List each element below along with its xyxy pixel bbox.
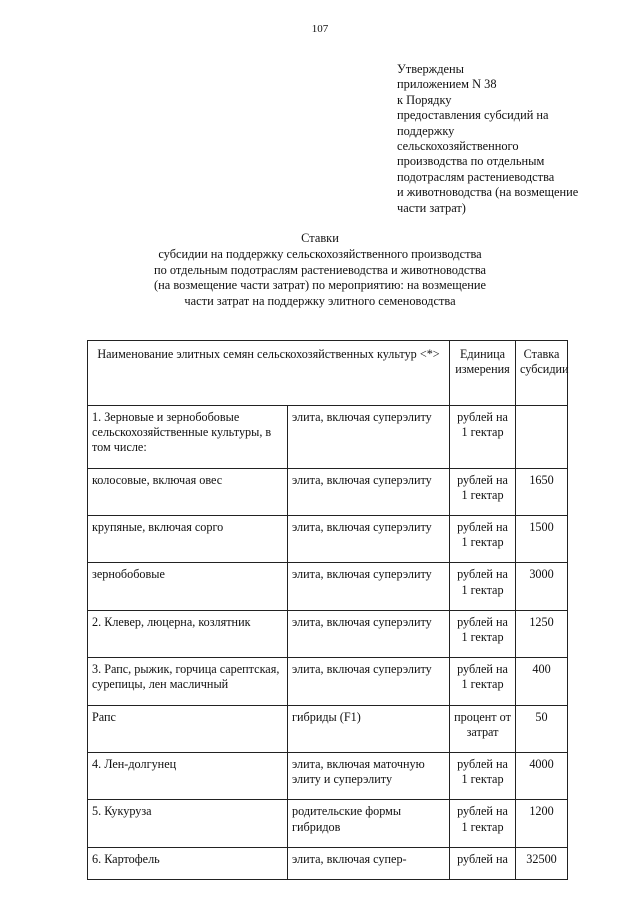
rate-cell: 1500 [516,516,568,563]
header-rate: Ставка субсидии [516,341,568,406]
table-row [88,406,568,469]
unit-cell: рублей на 1 гектар [450,516,516,563]
approval-line: производства по отдельным [397,154,545,169]
rate-cell: 400 [516,658,568,705]
unit-cell: рублей на 1 гектар [450,406,516,469]
title-heading: Ставки [301,231,339,245]
header-unit: Единица измерения [450,341,516,406]
crop-name-cell: 1. Зерновые и зернобобовые сельскохозяйственные культуры, в том числе: [88,406,288,469]
seed-type-cell: элита, включая суперэлиту [288,658,450,705]
rate-cell: 32500 [516,847,568,879]
rate-cell: 4000 [516,753,568,800]
approval-line: Утверждены [397,62,464,76]
table-header-row [88,341,568,406]
crop-name-cell: колосовые, включая овес [88,468,288,515]
rates-table [87,340,568,880]
seed-type-cell: элита, включая суперэлиту [288,516,450,563]
unit-cell: рублей на 1 гектар [450,753,516,800]
rate-cell: 50 [516,705,568,752]
unit-cell: рублей на 1 гектар [450,468,516,515]
title-line: по отдельным подотраслям растениеводства и животноводства [153,262,487,277]
table-row [88,516,568,563]
seed-type-cell: элита, включая суперэлиту [288,406,450,469]
table-row [88,847,568,879]
approval-line: сельскохозяйственного [397,139,519,154]
seed-type-cell: элита, включая супер- [288,847,450,879]
crop-name-cell: Рапс [88,705,288,752]
unit-cell: рублей на 1 гектар [450,610,516,657]
seed-type-cell: родительские формы гибридов [288,800,450,847]
table-row [88,705,568,752]
crop-name-cell: крупяные, включая сорго [88,516,288,563]
title-line: (на возмещение части затрат) по мероприятию: на возмещение [153,278,486,293]
crop-name-cell: зернобобовые [88,563,288,610]
crop-name-cell: 3. Рапс, рыжик, горчица сарептская, сурепицы, лен масличный [88,658,288,705]
unit-cell: рублей на 1 гектар [450,563,516,610]
seed-type-cell: элита, включая суперэлиту [288,563,450,610]
table-row [88,753,568,800]
rate-cell: 1250 [516,610,568,657]
unit-cell: рублей на 1 гектар [450,658,516,705]
unit-cell: рублей на [450,847,516,879]
table-row [88,563,568,610]
table-row [88,658,568,705]
title-line: части затрат на поддержку элитного семеноводства [184,293,456,308]
approval-line: поддержку [397,123,455,138]
crop-name-cell: 4. Лен-долгунец [88,753,288,800]
document-title [0,231,640,309]
approval-line: предоставления субсидий на [397,108,549,123]
approval-line: приложением N 38 [397,77,497,92]
table-row [88,610,568,657]
approval-line: части затрат) [397,200,466,215]
rate-cell: 1200 [516,800,568,847]
unit-cell: рублей на 1 гектар [450,800,516,847]
rate-cell: 1650 [516,468,568,515]
seed-type-cell: элита, включая маточную элиту и суперэлиту [288,753,450,800]
title-line: субсидии на поддержку сельскохозяйственного производства [158,247,482,262]
table-row [88,800,568,847]
approval-line: и животноводства (на возмещение [397,185,579,200]
header-crop-name: Наименование элитных семян сельскохозяйственных культур <*> [88,341,450,406]
crop-name-cell: 6. Картофель [88,847,288,879]
unit-cell: процент от затрат [450,705,516,752]
seed-type-cell: элита, включая суперэлиту [288,468,450,515]
approval-note [397,62,612,216]
approval-line: подотраслям растениеводства [397,169,555,184]
table-row [88,468,568,515]
rate-cell: 3000 [516,563,568,610]
seed-type-cell: гибриды (F1) [288,705,450,752]
crop-name-cell: 2. Клевер, люцерна, козлятник [88,610,288,657]
page-number: 107 [311,23,329,35]
approval-line: к Порядку [397,92,452,107]
crop-name-cell: 5. Кукуруза [88,800,288,847]
rate-cell [516,406,568,469]
seed-type-cell: элита, включая суперэлиту [288,610,450,657]
